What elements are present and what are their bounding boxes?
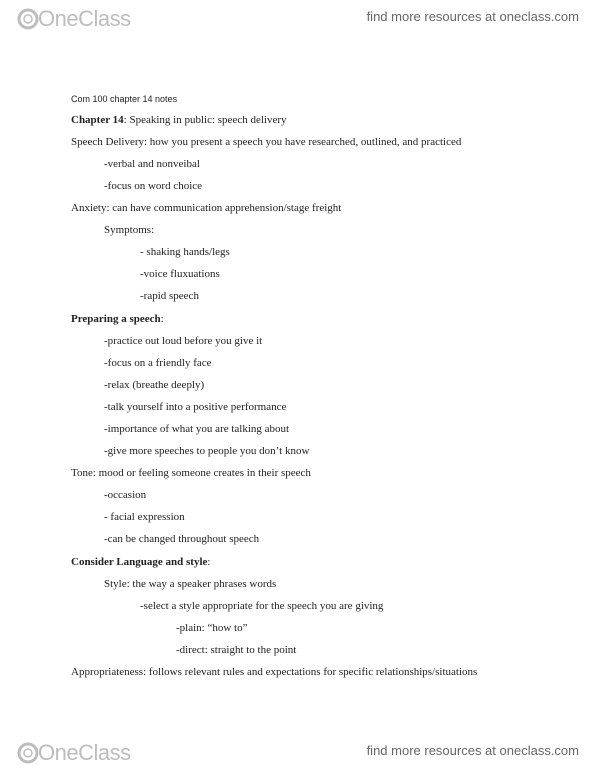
oneclass-o-icon bbox=[17, 742, 39, 764]
section-heading-text: Consider Language and style bbox=[71, 556, 208, 568]
note-line: Anxiety: can have communication apprehension/stage freight bbox=[71, 202, 342, 214]
header-tagline-link[interactable]: find more resources at oneclass.com bbox=[366, 9, 579, 24]
note-line: -give more speeches to people you don’t know bbox=[104, 445, 310, 457]
chapter-heading bbox=[71, 114, 287, 127]
note-line: -verbal and nonveibal bbox=[104, 158, 200, 170]
oneclass-o-icon bbox=[17, 8, 39, 30]
note-line: -practice out loud before you give it bbox=[104, 335, 263, 347]
note-line: - facial expression bbox=[104, 511, 185, 523]
note-line: Style: the way a speaker phrases words bbox=[104, 578, 277, 590]
note-line: Tone: mood or feeling someone creates in their speech bbox=[71, 467, 311, 479]
note-line: Symptoms: bbox=[104, 224, 155, 236]
page-header bbox=[0, 0, 595, 36]
note-line: -can be changed throughout speech bbox=[104, 533, 260, 545]
note-line: -select a style appropriate for the speech you are giving bbox=[140, 600, 384, 612]
section-heading-text: Preparing a speech bbox=[71, 313, 161, 325]
note-line: -plain: “how to” bbox=[176, 622, 248, 634]
note-line: Speech Delivery: how you present a speech you have researched, outlined, and practiced bbox=[71, 136, 462, 148]
logo-text: OneClass bbox=[38, 6, 131, 31]
section-heading: Preparing a speech: bbox=[71, 313, 164, 325]
page-footer bbox=[0, 734, 595, 770]
oneclass-logo[interactable] bbox=[17, 6, 131, 32]
section-heading: Consider Language and style: bbox=[71, 556, 211, 568]
note-line: -focus on word choice bbox=[104, 180, 203, 192]
note-line: -direct: straight to the point bbox=[176, 644, 297, 656]
logo-text: OneClass bbox=[38, 740, 131, 765]
document-title: Com 100 chapter 14 notes bbox=[71, 94, 178, 104]
note-line: -relax (breathe deeply) bbox=[104, 379, 205, 391]
note-line: -rapid speech bbox=[140, 290, 199, 302]
chapter-topic: : Speaking in public: speech delivery bbox=[123, 114, 287, 126]
note-line: - shaking hands/legs bbox=[140, 246, 230, 258]
note-line: -voice fluxuations bbox=[140, 268, 220, 280]
note-line: Appropriateness: follows relevant rules and expectations for specific relationships/situations bbox=[71, 666, 478, 678]
oneclass-logo[interactable] bbox=[17, 740, 131, 766]
note-line: -importance of what you are talking about bbox=[104, 423, 290, 435]
note-line: -talk yourself into a positive performance bbox=[104, 401, 287, 413]
note-line: -occasion bbox=[104, 489, 147, 501]
footer-tagline-link[interactable]: find more resources at oneclass.com bbox=[366, 743, 579, 758]
chapter-label: Chapter 14 bbox=[71, 114, 124, 126]
note-line: -focus on a friendly face bbox=[104, 357, 212, 369]
